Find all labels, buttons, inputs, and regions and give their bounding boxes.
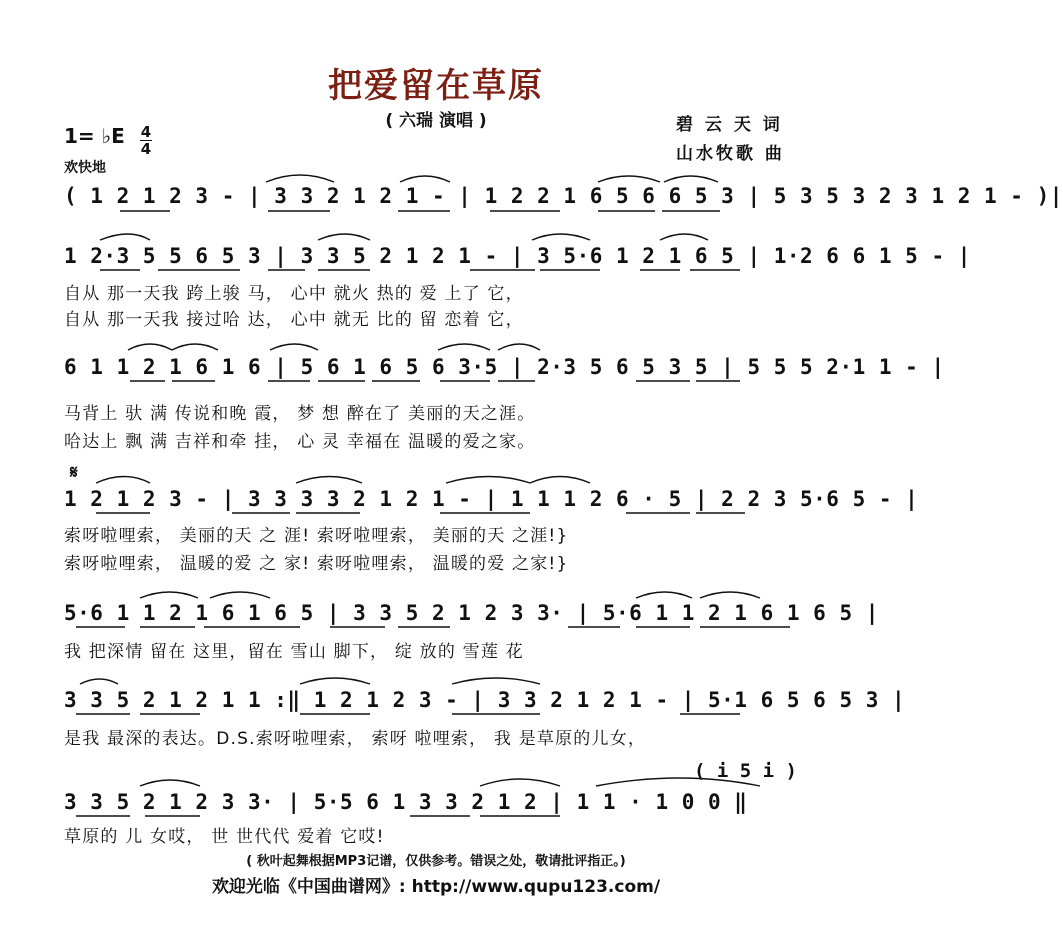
- segno-sign: 𝄋: [70, 462, 78, 483]
- score-line-5-lyric-1: 我 把深情 留在 这里，留在 雪山 脚下， 绽 放的 雪莲 花: [64, 642, 524, 662]
- time-signature-bottom: 4: [140, 140, 152, 158]
- score-line-2-lyric-2: 自从 那一天我 接过哈 达， 心中 就无 比的 留 恋着 它，: [64, 310, 524, 330]
- composer-credit: 山水牧歌 曲: [676, 144, 785, 164]
- lyricist-credit: 碧 云 天 词: [676, 115, 783, 135]
- score-line-2-lyric-1: 自从 那一天我 跨上骏 马， 心中 就火 热的 爱 上了 它，: [64, 284, 524, 304]
- transcription-note: ( 秋叶起舞根据MP3记谱，仅供参考。错误之处，敬请批评指正。): [246, 854, 626, 869]
- score-line-6-notes: 3 3 5 2 1 2 1 1 :‖ 1 2 1 2 3 - | 3 3 2 1 2 1 - | 5·1 6 5 6 5 3 |: [64, 688, 906, 712]
- score-line-3-lyric-1: 马背上 驮 满 传说和晚 霞， 梦 想 醉在了 美丽的天之涯。: [64, 404, 536, 424]
- time-signature-top: 4: [140, 123, 152, 141]
- website-credit: 欢迎光临《中国曲谱网》: http://www.qupu123.com/: [211, 877, 661, 897]
- score-line-5-notes: 5·6 1 1 2 1 6 1 6 5 | 3 3 5 2 1 2 3 3· | 5·6 1 1 2 1 6 1 6 5 |: [64, 601, 879, 625]
- performer-credit: ( 六瑞 演唱 ): [385, 111, 487, 131]
- score-line-6-lyric-1: 是我 最深的表达。D.S.索呀啦哩索， 索呀 啦哩索， 我 是草原的儿女，: [64, 729, 647, 749]
- score-line-1-notes: ( 1 2 1 2 3 - | 3 3 2 1 2 1 - | 1 2 2 1 6 5 6 6 5 3 | 5 3 5 3 2 3 1 2 1 - )|: [64, 184, 1063, 208]
- score-line-2-notes: 1 2·3 5 5 6 5 3 | 3 3 5 2 1 2 1 - | 3 5·6 1 2 1 6 5 | 1·2 6 6 1 5 - |: [64, 244, 971, 268]
- score-line-3-lyric-2: 哈达上 飘 满 吉祥和牵 挂， 心 灵 幸福在 温暖的爱之家。: [64, 432, 536, 452]
- score-line-7-notes: 3 3 5 2 1 2 3 3· | 5·5 6 1 3 3 2 1 2 | 1 1 · 1 0 0 ‖: [64, 790, 748, 814]
- score-line-7-lyric-1: 草原的 儿 女哎， 世 世代代 爱着 它哎!: [64, 827, 385, 847]
- grace-notes: ( i 5 i ): [694, 760, 797, 782]
- score-line-4-notes: 1 2 1 2 3 - | 3 3 3 3 2 1 2 1 - | 1 1 1 2 6 · 5 | 2 2 3 5·6 5 - |: [64, 487, 919, 511]
- time-signature: [140, 124, 152, 157]
- score-line-4-lyric-1: 索呀啦哩索， 美丽的天 之 涯! 索呀啦哩索， 美丽的天 之涯!}: [64, 526, 569, 546]
- key-signature: 1= ♭E: [64, 124, 125, 148]
- song-title: 把爱留在草原: [328, 66, 544, 106]
- score-line-4-lyric-2: 索呀啦哩索， 温暖的爱 之 家! 索呀啦哩索， 温暖的爱 之家!}: [64, 554, 569, 574]
- tempo-marking: 欢快地: [64, 160, 106, 176]
- score-line-3-notes: 6 1 1 2 1 6 1 6 | 5 6 1 6 5 6 3·5 | 2·3 5 6 5 3 5 | 5 5 5 2·1 1 - |: [64, 355, 945, 379]
